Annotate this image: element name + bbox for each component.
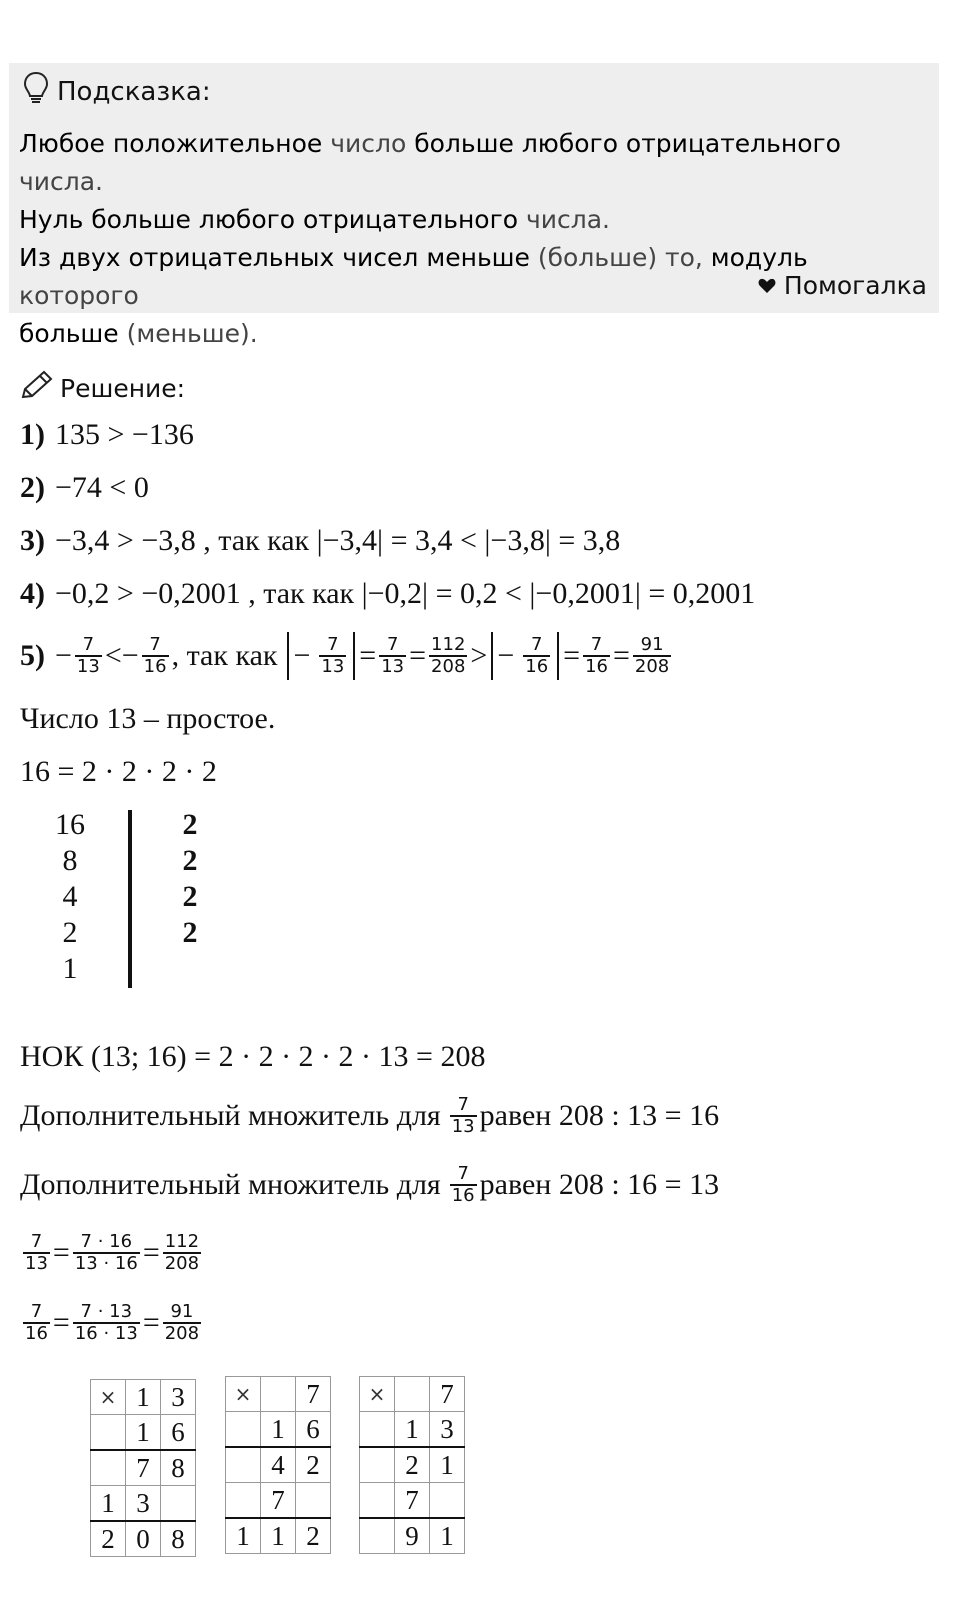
lightbulb-icon: [23, 71, 49, 112]
prime-decomposition: 16 8 4 2 1 2 2 2 2: [40, 808, 240, 993]
solution-line-3: 3) −3,4 > −3,8 , так как |−3,4| = 3,4 < |−3,8| = 3,8: [20, 524, 621, 557]
hint-line-2: Нуль больше любого отрицательного числа.: [19, 205, 611, 234]
solution-title: Решение:: [60, 373, 186, 403]
expand-7-16: $\frac{7}{16}$ = $\frac{7 \cdot 13}{16 \cdot 13}$ = $\frac{91}{208}$: [25, 1301, 200, 1344]
hint-text: [19, 125, 925, 353]
hint-header: [23, 71, 211, 112]
heart-icon: [758, 271, 776, 300]
lcm-line: НОК (13; 16) = 2 · 2 · 2 · 2 · 13 = 208: [20, 1040, 486, 1073]
absolute-value: − $\frac{7}{13}$: [287, 632, 355, 680]
solution-line-5: 5) − $\frac{7}{13}$ < − $\frac{7}{16}$ , так как − $\frac{7}{13}$ = $\frac{7}{13}$ = $\frac{112}{208}$ > − $\frac{7}{16}$ = $\frac{7}{16}$ = $\frac{91}{208}$: [20, 632, 674, 680]
expand-7-13: $\frac{7}{13}$ = $\frac{7 \cdot 16}{13 \cdot 16}$ = $\frac{112}{208}$: [25, 1231, 200, 1274]
brand-label: Помогалка: [783, 271, 927, 300]
hint-line-4: больше (меньше).: [19, 319, 258, 348]
fraction: $\frac{7}{16}$: [143, 634, 167, 677]
fraction: $\frac{7}{13}$: [451, 1094, 475, 1137]
solution-line-4: 4) −0,2 > −0,2001 , так как |−0,2| = 0,2 < |−0,2001| = 0,2001: [20, 577, 756, 610]
fraction: $\frac{7}{16}$: [585, 634, 608, 677]
factorization-16: 16 = 2 · 2 · 2 · 2: [20, 755, 217, 788]
prime-note: Число 13 – простое.: [20, 702, 276, 735]
brand-link[interactable]: [758, 271, 927, 300]
hint-line-1: Любое положительное число больше любого отрицательного числа.: [19, 129, 841, 196]
multiplication-7x16: × 7 1 6 4 2 7 1 1 2: [225, 1376, 331, 1554]
fraction: $\frac{7}{16}$: [451, 1163, 475, 1206]
extra-factor-13: Дополнительный множитель для $\frac{7}{13}$ равен 208 : 13 = 16: [20, 1094, 720, 1137]
multiplication-13x16: × 1 3 1 6 7 8 1 3 2 0 8: [90, 1379, 196, 1557]
divider-line: [128, 810, 132, 988]
hint-line-3: Из двух отрицательных чисел меньше (больше) то, модуль которого: [19, 243, 808, 310]
fraction: $\frac{7}{13}$: [381, 634, 405, 677]
extra-factor-16: Дополнительный множитель для $\frac{7}{16}$ равен 208 : 16 = 13: [20, 1163, 720, 1206]
solution-line-1: 1) 135 > −136: [20, 418, 194, 451]
hint-title: Подсказка:: [57, 76, 211, 107]
fraction: $\frac{7}{13}$: [76, 634, 100, 677]
pencil-icon: [20, 370, 54, 406]
solution-line-2: 2) −74 < 0: [20, 471, 149, 504]
absolute-value: − $\frac{7}{16}$: [491, 632, 559, 680]
multiplication-7x13: × 7 1 3 2 1 7 9 1: [359, 1376, 465, 1554]
hint-box: [9, 63, 939, 348]
fraction: $\frac{112}{208}$: [431, 634, 466, 677]
fraction: $\frac{91}{208}$: [634, 634, 670, 677]
solution-header: [20, 370, 185, 406]
